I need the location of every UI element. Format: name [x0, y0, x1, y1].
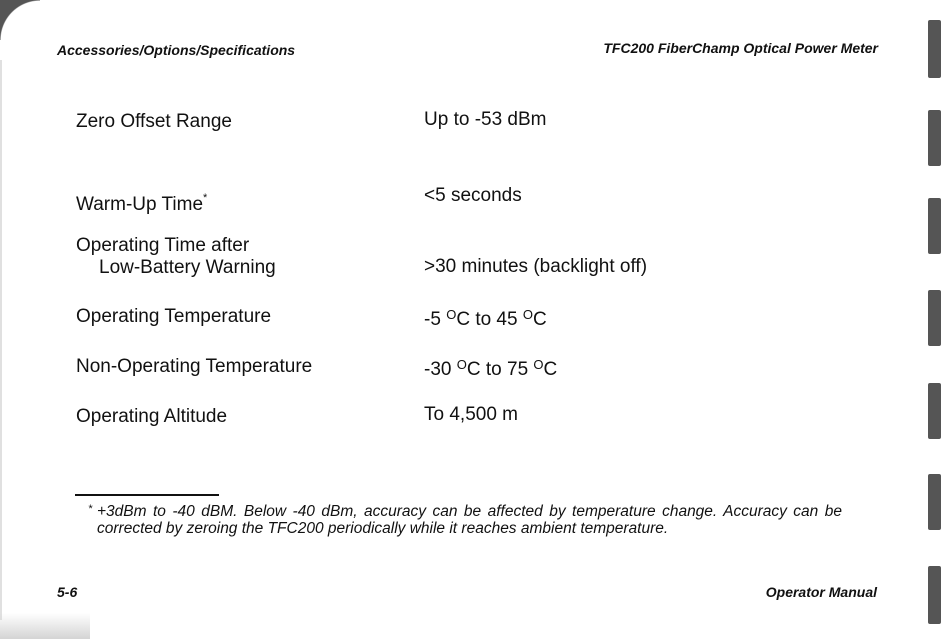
spec-label-operating-altitude: Operating Altitude — [76, 406, 228, 427]
section-tab-7 — [928, 566, 941, 624]
section-header: Accessories/Options/Specifications — [57, 42, 296, 58]
section-tab-5 — [928, 383, 941, 439]
section-tab-1 — [928, 20, 941, 78]
page-bottom-shadow — [0, 613, 90, 639]
degree-mark: O — [446, 307, 457, 322]
spec-label-text: Warm-Up Time — [76, 194, 204, 215]
footnote-mark: * — [88, 503, 93, 515]
spec-label-operating-time — [76, 235, 276, 279]
spec-value-operating-time: >30 minutes (backlight off) — [424, 256, 648, 277]
spec-label-warm-up-time — [76, 187, 207, 216]
section-tab-6 — [928, 474, 941, 530]
spec-value-non-operating-temperature — [424, 354, 557, 381]
spec-value-operating-temperature — [424, 304, 547, 331]
temp-min: -30 — [424, 359, 457, 380]
spec-label-zero-offset-range: Zero Offset Range — [76, 111, 232, 132]
spec-label-line-1: Operating Time after — [76, 235, 250, 256]
page-left-edge — [0, 60, 2, 620]
spec-label-line-2: Low-Battery Warning — [99, 257, 276, 278]
manual-title: Operator Manual — [765, 584, 877, 600]
footnote — [88, 503, 842, 537]
spec-label-non-operating-temperature: Non-Operating Temperature — [76, 356, 313, 377]
temp-to: C to 75 — [466, 359, 534, 380]
temp-to: C to 45 — [456, 309, 523, 330]
spec-value-zero-offset-range: Up to -53 dBm — [424, 109, 547, 130]
degree-mark: O — [522, 307, 533, 322]
temp-unit: C — [532, 309, 547, 330]
degree-mark: O — [533, 357, 544, 372]
temp-min: -5 — [424, 309, 447, 330]
spec-value-warm-up-time: <5 seconds — [424, 185, 522, 206]
footnote-reference-mark: * — [203, 192, 208, 204]
product-header: TFC200 FiberChamp Optical Power Meter — [603, 40, 878, 56]
spec-value-operating-altitude: To 4,500 m — [424, 404, 518, 425]
section-tab-4 — [928, 290, 941, 346]
section-tab-2 — [928, 110, 941, 166]
page-number: 5-6 — [57, 584, 78, 600]
page-corner-shadow — [0, 0, 40, 40]
section-tab-3 — [928, 198, 941, 254]
temp-unit: C — [543, 359, 558, 380]
degree-mark: O — [456, 357, 467, 372]
footnote-divider — [75, 494, 219, 496]
footnote-text: +3dBm to -40 dBM. Below -40 dBm, accuracy can be affected by temperature change. Accuracy can be corrected by zeroing the TFC200 periodically while it reaches ambient temperature. — [97, 503, 842, 537]
spec-label-operating-temperature: Operating Temperature — [76, 306, 272, 327]
